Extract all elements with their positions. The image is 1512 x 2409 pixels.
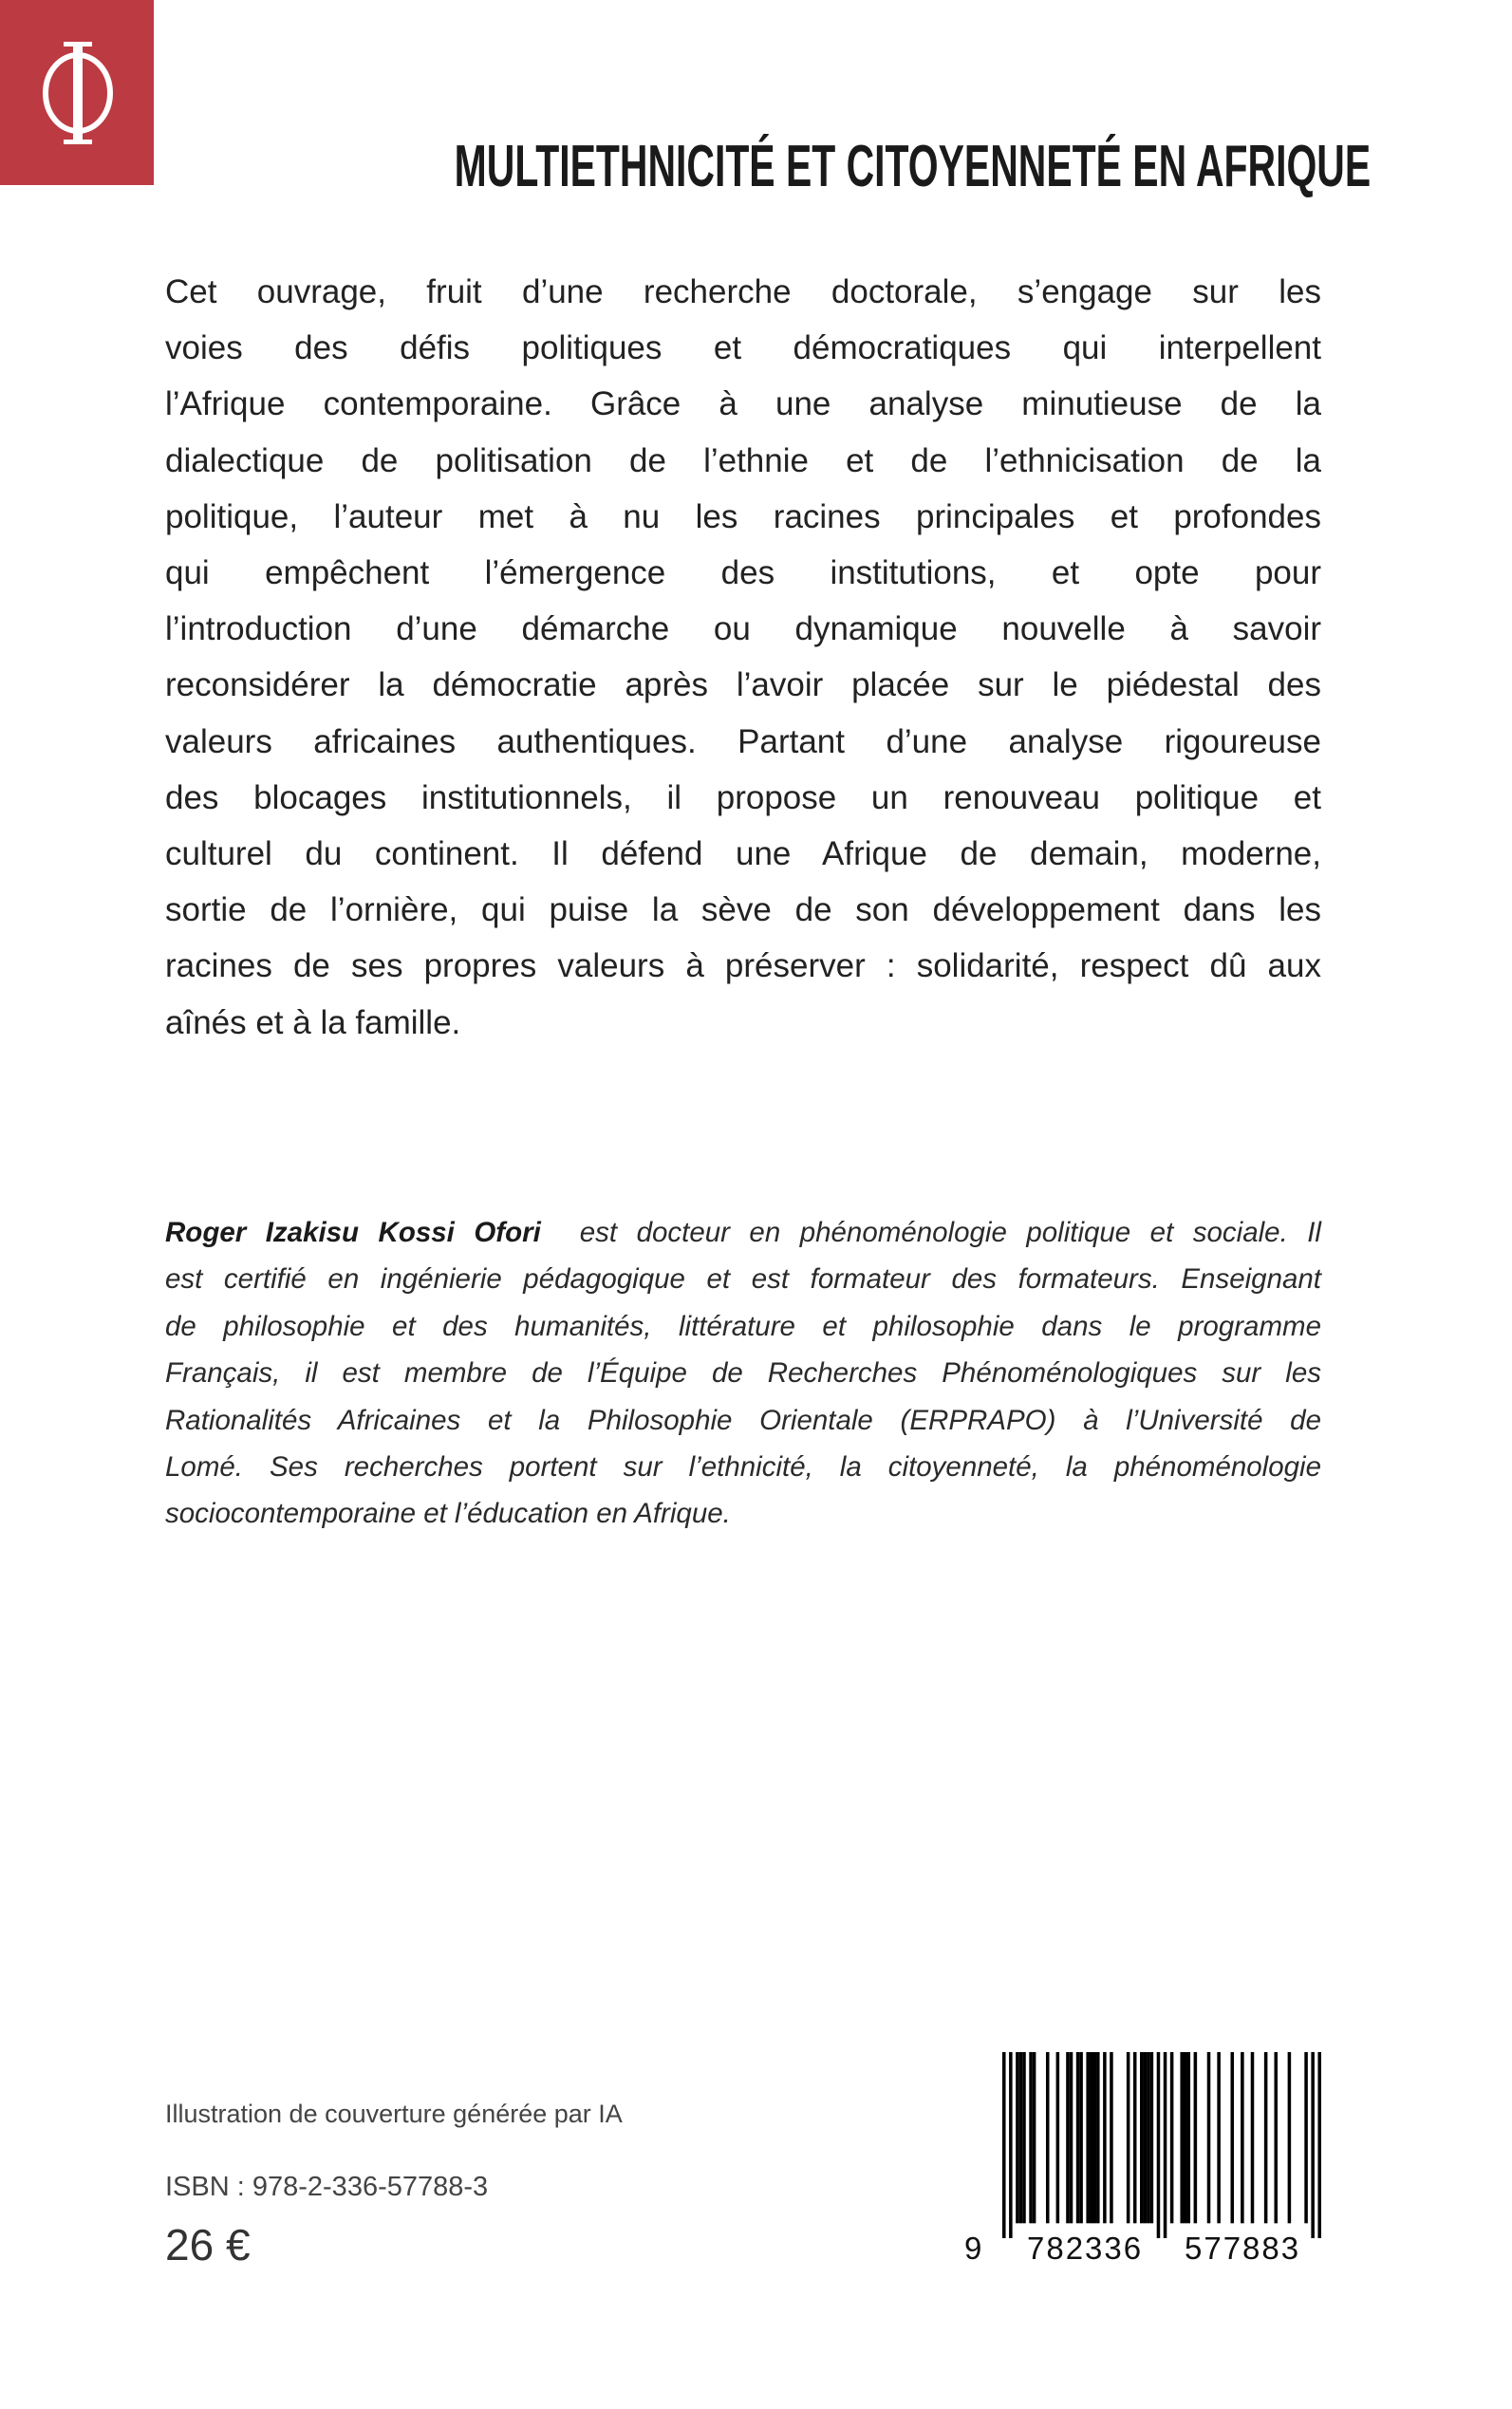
barcode-bar xyxy=(1317,2052,1321,2238)
barcode-bar xyxy=(1046,2052,1050,2223)
barcode-digit-first: 9 xyxy=(964,2231,982,2266)
bio-line: est certifié en ingénierie pédagogique et est formateur des formateurs. Enseignant xyxy=(165,1263,1321,1296)
barcode-bar xyxy=(1251,2052,1255,2223)
author-name: Roger Izakisu Kossi Ofori xyxy=(165,1217,541,1248)
publisher-logo xyxy=(0,0,154,185)
author-bio xyxy=(165,1209,1321,1538)
summary-line: sortie de l’ornière, qui puise la sève de son développement dans les xyxy=(165,891,1321,929)
title-container xyxy=(218,133,1372,200)
barcode-bar xyxy=(1304,2052,1308,2223)
barcode-bars xyxy=(1002,2052,1321,2238)
barcode-bar xyxy=(1274,2052,1278,2223)
barcode-bar xyxy=(1217,2052,1221,2223)
bio-line: sociocontemporaine et l’éducation en Afrique. xyxy=(165,1498,731,1530)
summary-line: des blocages institutionnels, il propose un renouveau politique et xyxy=(165,778,1321,816)
barcode-bar xyxy=(1110,2052,1113,2223)
summary-line: racines de ses propres valeurs à préserver : solidarité, respect dû aux xyxy=(165,947,1321,985)
summary-line: l’Afrique contemporaine. Grâce à une analyse minutieuse de la xyxy=(165,385,1321,423)
barcode-bar xyxy=(1033,2052,1036,2223)
bio-first-line: est docteur en phénoménologie politique et sociale. Il xyxy=(579,1217,1321,1248)
summary-line: voies des défis politiques et démocratiques qui interpellent xyxy=(165,329,1321,367)
barcode-bar xyxy=(1103,2052,1107,2223)
summary-line: aînés et à la famille. xyxy=(165,1003,461,1041)
barcode-bar xyxy=(1184,2052,1187,2223)
summary-line: dialectique de politisation de l’ethnie et de l’ethnicisation de la xyxy=(165,441,1321,479)
barcode-bar xyxy=(1019,2052,1023,2223)
bio-line: Rationalités Africaines et la Philosophie Orientale (ERPRAPO) à l’Université de xyxy=(165,1404,1321,1436)
barcode-bar xyxy=(1187,2052,1191,2223)
barcode-bar xyxy=(1022,2052,1026,2223)
illustration-credit: Illustration de couverture générée par IA xyxy=(165,2100,623,2128)
bio-line: de philosophie et des humanités, littérature et philosophie dans le programme xyxy=(165,1310,1321,1342)
barcode-bar xyxy=(1311,2052,1315,2238)
barcode-bar xyxy=(1070,2052,1073,2223)
barcode xyxy=(1002,2052,1321,2238)
barcode-bar xyxy=(1133,2052,1137,2223)
barcode-bar xyxy=(1029,2052,1033,2223)
barcode-bar xyxy=(1157,2052,1161,2238)
barcode-bar xyxy=(1056,2052,1060,2223)
barcode-bar xyxy=(1264,2052,1268,2223)
price: 26 € xyxy=(165,2220,251,2269)
barcode-bar xyxy=(1241,2052,1244,2223)
barcode-bar xyxy=(1150,2052,1154,2223)
barcode-bar xyxy=(1170,2052,1174,2223)
summary-text xyxy=(165,264,1321,1051)
bio-line: Lomé. Ses recherches portent sur l’ethnicité, la citoyenneté, la phénoménologie xyxy=(165,1451,1321,1484)
barcode-bar xyxy=(1076,2052,1080,2223)
barcode-bar xyxy=(1016,2052,1019,2223)
barcode-bar xyxy=(1180,2052,1184,2223)
isbn: ISBN : 978-2-336-57788-3 xyxy=(165,2172,489,2202)
summary-line: valeurs africaines authentiques. Partant d’une analyse rigoureuse xyxy=(165,722,1321,760)
summary-line: Cet ouvrage, fruit d’une recherche doctorale, s’engage sur les xyxy=(165,273,1321,310)
barcode-bar xyxy=(1207,2052,1211,2223)
book-title: MULTIETHNICITÉ ET CITOYENNETÉ EN AFRIQUE xyxy=(454,134,1372,199)
barcode-digits-left: 782336 xyxy=(1027,2231,1144,2266)
barcode-bar xyxy=(1009,2052,1013,2238)
barcode-bar xyxy=(1066,2052,1070,2223)
barcode-bar xyxy=(1127,2052,1130,2223)
bio-line: Français, il est membre de l’Équipe de Recherches Phénoménologiques sur les xyxy=(165,1357,1321,1390)
barcode-bar xyxy=(1092,2052,1096,2223)
barcode-bar xyxy=(1147,2052,1150,2223)
summary-line: reconsidérer la démocratie après l’avoir placée sur le piédestal des xyxy=(165,666,1321,704)
phi-icon xyxy=(41,42,115,144)
barcode-bar xyxy=(1096,2052,1100,2223)
barcode-bar xyxy=(1231,2052,1235,2223)
bio-line xyxy=(165,1209,1321,1256)
barcode-bar xyxy=(1144,2052,1148,2223)
summary-line: qui empêchent l’émergence des institutions, et opte pour xyxy=(165,554,1321,592)
barcode-bar xyxy=(1164,2052,1167,2238)
barcode-bar xyxy=(1194,2052,1198,2223)
barcode-bar xyxy=(1140,2052,1144,2223)
barcode-digits-right: 577883 xyxy=(1185,2231,1301,2266)
barcode-bar xyxy=(1086,2052,1090,2223)
barcode-bar xyxy=(1002,2052,1006,2238)
barcode-bar xyxy=(1288,2052,1292,2223)
summary-line: culturel du continent. Il défend une Afrique de demain, moderne, xyxy=(165,835,1321,873)
summary-line: l’introduction d’une démarche ou dynamique nouvelle à savoir xyxy=(165,610,1321,648)
summary-line: politique, l’auteur met à nu les racines principales et profondes xyxy=(165,497,1321,535)
barcode-bar xyxy=(1079,2052,1083,2223)
barcode-bar xyxy=(1090,2052,1093,2223)
